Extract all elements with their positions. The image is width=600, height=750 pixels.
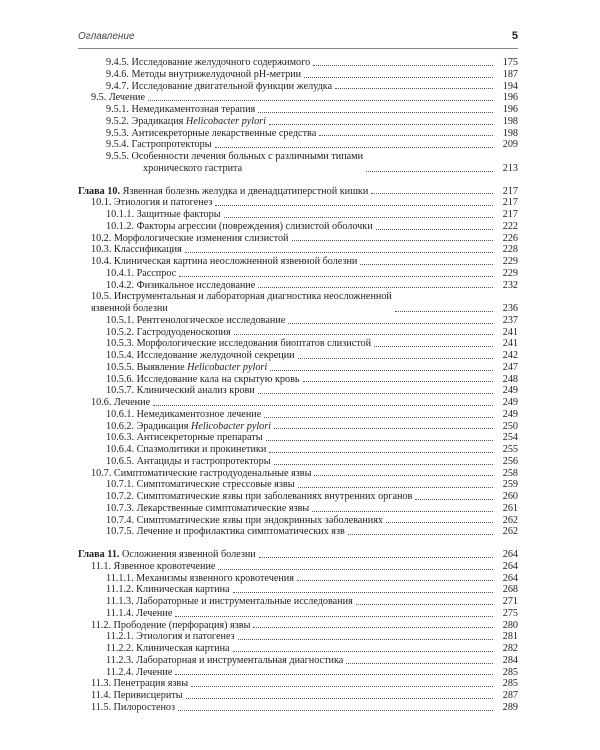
toc-entry-label: 9.4.6. Методы внутрижелудочной pH-метрии [106,68,302,80]
toc-entry-page: 264 [502,560,518,572]
toc-entry-page: 222 [502,220,518,232]
dot-leader [274,428,493,429]
toc-entry-page: 237 [502,314,518,326]
dot-leader [288,323,493,324]
toc-entry-label [106,362,267,374]
toc-entry-label: 10.4.2. Физикальное исследование [106,279,256,291]
toc-entry[interactable] [78,526,518,538]
toc-entry-label [78,186,368,198]
toc-entry-label: 10.5.6. Исследование кала на скрытую кровь [106,373,300,385]
dot-leader [258,287,493,288]
dot-leader [348,534,493,535]
toc-entry-page: 217 [502,197,518,209]
toc-entry-page: 261 [502,502,518,514]
toc-entry-latin: Helicobacter pylori [185,115,266,127]
toc-entry-page: 268 [502,584,518,596]
dot-leader [312,511,493,512]
toc-entry-label [106,151,363,175]
dot-leader [191,686,493,687]
dot-leader [415,499,493,500]
dot-leader [298,487,493,488]
toc-entry-label: 10.5.2. Гастродуоденоскопия [106,326,231,338]
dot-leader [313,65,493,66]
toc-entry-page: 241 [502,338,518,350]
dot-leader [185,252,493,253]
toc-entry[interactable] [78,620,518,632]
toc-entry-label: 10.3. Классификация [91,244,182,256]
section-title: Оглавление [78,31,135,42]
toc-entry-line-2: хронического гастрита [143,162,243,174]
toc-entry-label: 10.6. Лечение [91,397,151,408]
dot-leader [258,112,493,113]
toc-entry[interactable] [78,678,518,690]
toc-entry[interactable] [78,104,518,116]
toc-entry[interactable] [78,327,518,339]
toc-entry-label: 10.7.1. Симптоматические стрессовые язвы [106,479,295,491]
chapter-title: Осложнения язвенной болезни [119,549,256,560]
toc-entry-label: 10.4.1. Расспрос [106,267,177,279]
toc-entry[interactable] [78,421,518,433]
toc-entry[interactable] [78,92,518,104]
chapter-title: Язвенная болезнь желудка и двенадцатиперстной кишки [120,185,369,197]
toc-entry[interactable] [78,81,518,93]
toc-entry-label [106,116,266,128]
toc-entry-page: 285 [502,678,518,690]
toc-entry[interactable] [78,456,518,468]
toc-entry[interactable] [78,151,518,175]
toc-entry-page: 260 [502,491,518,502]
toc-entry-latin: Helicobacter pylori [191,420,272,432]
toc-entry-label: 9.4.5. Исследование желудочного содержимого [106,57,311,68]
toc-entry-page: 175 [502,57,518,68]
toc-entry-label: 11.1.3. Лабораторные и инструментальные исследования [106,596,353,607]
toc-entry[interactable] [78,608,518,620]
toc-entry[interactable] [78,491,518,503]
dot-leader [218,569,493,570]
toc-entry-label: 10.4. Клиническая картина неосложненной язвенной болезни [91,256,358,267]
toc-entry[interactable] [78,57,518,69]
dot-leader [148,100,493,101]
dot-leader [274,464,493,465]
toc-entry-label: 9.5. Лечение [91,92,146,104]
toc-entry[interactable] [78,468,518,480]
dot-leader [395,311,493,312]
toc-entry[interactable] [78,667,518,679]
toc-entry-page: 232 [502,279,518,291]
toc-entry-label [78,549,256,561]
toc-entry-label: 10.5.7. Клинический анализ крови [106,385,255,397]
toc-entry-page: 255 [502,444,518,455]
toc-entry-label: 10.1. Этиология и патогенез [91,197,213,209]
toc-entry-page: 249 [502,408,518,420]
dot-leader [178,710,493,711]
dot-leader [234,334,493,335]
dot-leader [253,627,493,628]
toc-chapter[interactable] [78,549,518,561]
toc-entry-label: 9.5.4. Гастропротекторы [106,139,212,151]
toc-entry-text: 10.5.5. Выявление [106,361,188,373]
toc-entry[interactable] [78,643,518,655]
dot-leader [153,405,493,406]
dot-leader [266,440,493,441]
toc-entry-page: 281 [502,631,518,643]
toc-entry-line-1: 10.5. Инструментальная и лабораторная диагностика неосложненной [91,291,392,303]
toc-entry-page: 187 [502,68,518,80]
dot-leader [374,346,493,347]
toc-entry[interactable] [78,515,518,527]
dot-leader [179,276,493,277]
table-of-contents [78,57,518,714]
toc-entry[interactable] [78,291,518,315]
toc-entry-label: 11.2.3. Лабораторная и инструментальная диагностика [106,654,344,666]
dot-leader [360,264,493,265]
toc-entry-label: 10.6.3. Антисекреторные препараты [106,432,263,444]
toc-entry-page: 196 [502,104,518,115]
toc-entry-page: 213 [502,162,518,174]
toc-entry-page: 209 [502,139,518,151]
toc-entry-page: 259 [502,479,518,491]
toc-entry-page: 242 [502,350,518,361]
dot-leader [238,639,493,640]
dot-leader [303,381,493,382]
dot-leader [264,417,493,418]
toc-entry-page: 280 [502,619,518,631]
toc-entry-page: 198 [502,127,518,139]
dot-leader [233,651,493,652]
dot-leader [314,475,493,476]
toc-entry-page: 264 [502,572,518,584]
toc-entry-label: 10.7.3. Лекарственные симптоматические язвы [106,502,310,514]
toc-entry-label: 10.1.1. Защитные факторы [106,209,221,220]
toc-entry-line-2: язвенной болезни [91,303,168,314]
toc-entry[interactable] [78,233,518,245]
toc-entry-label: 10.1.2. Факторы агрессии (повреждения) слизистой оболочки [106,220,373,232]
toc-entry[interactable] [78,221,518,233]
page-number: 5 [511,30,518,42]
toc-entry[interactable] [78,690,518,702]
toc-entry-page: 271 [502,596,518,607]
toc-entry-page: 262 [502,526,518,538]
toc-entry-label: 10.6.4. Спазмолитики и прокинетики [106,444,267,455]
toc-entry-label: 11.2.4. Лечение [106,666,173,678]
toc-entry-page: 229 [502,256,518,267]
toc-entry-page: 256 [502,455,518,467]
dot-leader [298,358,493,359]
toc-entry-page: 228 [502,244,518,256]
dot-leader [366,171,493,172]
toc-entry-label: 10.6.5. Антациды и гастропротекторы [106,455,271,467]
toc-entry[interactable] [78,444,518,456]
dot-leader [319,135,493,136]
toc-entry-label: 10.5.4. Исследование желудочной секреции [106,350,295,361]
dot-leader [215,147,493,148]
toc-entry-label: 11.2. Прободение (перфорация) язвы [91,619,251,631]
dot-leader [269,124,493,125]
toc-entry-label: 11.4. Перивисцериты [91,690,183,701]
dot-leader [335,88,493,89]
toc-entry-page: 248 [502,373,518,385]
toc-entry-page: 247 [502,361,518,373]
toc-entry-label: 9.5.3. Антисекреторные лекарственные средства [106,127,317,139]
dot-leader [346,663,493,664]
toc-entry[interactable] [78,315,518,327]
toc-entry-page: 194 [502,80,518,92]
toc-entry-page: 258 [502,467,518,479]
toc-entry-page: 196 [502,92,518,104]
dot-leader [259,557,493,558]
toc-entry-page: 241 [502,326,518,338]
toc-entry[interactable] [78,561,518,573]
dot-leader [224,217,493,218]
dot-leader [386,522,493,523]
toc-entry-page: 226 [502,232,518,244]
toc-entry-label: 10.7. Симптоматические гастродуоденальные язвы [91,467,312,479]
dot-leader [258,393,493,394]
toc-entry-page: 249 [502,385,518,397]
toc-entry-page: 249 [502,397,518,408]
chapter-number: Глава 11. [78,549,120,560]
toc-entry-label: 10.7.2. Симптоматические язвы при заболеваниях внутренних органов [106,491,413,502]
toc-entry[interactable] [78,244,518,256]
dot-leader [371,193,493,194]
dot-leader [356,604,493,605]
toc-entry-label: 11.1. Язвенное кровотечение [91,560,216,572]
toc-entry-page: 262 [502,514,518,526]
dot-leader [186,698,493,699]
toc-entry[interactable] [78,209,518,221]
toc-entry-label: 11.5. Пилоростеноз [91,701,176,713]
toc-entry-label: 10.2. Морфологические изменения слизистой [91,232,289,244]
toc-entry[interactable] [78,256,518,268]
toc-entry-page: 250 [502,420,518,432]
dot-leader [233,592,493,593]
dot-leader [297,580,493,581]
toc-entry-page: 285 [502,666,518,678]
toc-entry[interactable] [78,596,518,608]
dot-leader [292,240,493,241]
dot-leader [270,370,493,371]
dot-leader [175,616,493,617]
toc-entry-label: 11.2.1. Этиология и патогенез [106,631,235,643]
toc-entry-label: 11.3. Пенетрация язвы [91,678,189,690]
toc-entry[interactable] [78,350,518,362]
toc-entry-page: 198 [502,115,518,127]
toc-entry-label: 10.7.5. Лечение и профилактика симптоматических язв [106,526,345,538]
dot-leader [269,452,493,453]
toc-entry-page: 264 [502,549,518,560]
toc-entry-label: 9.5.1. Немедикаментозная терапия [106,104,256,115]
dot-leader [215,205,493,206]
toc-entry-label: 10.5.3. Морфологические исследования биоптатов слизистой [106,338,372,350]
toc-entry-label: 9.4.7. Исследование двигательной функции желудка [106,80,333,92]
toc-entry-label: 11.1.4. Лечение [106,607,173,619]
dot-leader [175,674,493,675]
dot-leader [304,77,493,78]
toc-entry[interactable] [78,139,518,151]
running-head [78,31,518,45]
toc-entry[interactable] [78,116,518,128]
toc-entry[interactable] [78,69,518,81]
toc-entry-page: 284 [502,654,518,666]
toc-entry-line-1: 9.5.5. Особенности лечения больных с различными типами [106,151,364,162]
toc-entry-text: 10.6.2. Эрадикация [106,420,191,432]
toc-entry[interactable] [78,385,518,397]
toc-entry-page: 282 [502,643,518,654]
header-divider [78,48,518,49]
toc-entry-label: 10.7.4. Симптоматические язвы при эндокринных заболеваниях [106,514,383,526]
toc-entry-page: 217 [502,185,518,197]
toc-entry-page: 236 [502,303,518,314]
toc-entry[interactable] [78,702,518,714]
toc-entry-latin: Helicobacter pylori [187,361,268,373]
toc-entry-label: 10.6.1. Немедикаментозное лечение [106,408,262,420]
chapter-number: Глава 10. [78,185,121,197]
toc-entry-label: 11.2.2. Клиническая картина [106,643,230,654]
toc-entry[interactable] [78,397,518,409]
toc-entry-label: 11.1.1. Механизмы язвенного кровотечения [106,572,294,584]
toc-entry[interactable] [78,362,518,374]
toc-entry-label [91,291,392,315]
toc-entry[interactable] [78,584,518,596]
toc-entry[interactable] [78,268,518,280]
toc-chapter[interactable] [78,186,518,198]
toc-entry-label: 11.1.2. Клиническая картина [106,584,230,596]
toc-entry[interactable] [78,573,518,585]
toc-entry[interactable] [78,631,518,643]
toc-entry[interactable] [78,479,518,491]
toc-entry[interactable] [78,503,518,515]
toc-entry-page: 217 [502,209,518,220]
toc-entry[interactable] [78,409,518,421]
toc-entry[interactable] [78,432,518,444]
toc-entry-page: 287 [502,690,518,701]
toc-entry[interactable] [78,338,518,350]
toc-entry-text: 9.5.2. Эрадикация [106,115,186,127]
toc-entry[interactable] [78,655,518,667]
toc-entry[interactable] [78,197,518,209]
toc-entry-page: 229 [502,267,518,279]
toc-entry-label [106,421,271,433]
toc-entry-page: 289 [502,701,518,713]
toc-entry[interactable] [78,280,518,292]
toc-entry-page: 254 [502,432,518,444]
toc-entry-page: 275 [502,607,518,619]
toc-entry[interactable] [78,374,518,386]
toc-entry-label: 10.5.1. Рентгенологическое исследование [106,314,286,326]
dot-leader [376,229,493,230]
toc-entry[interactable] [78,128,518,140]
